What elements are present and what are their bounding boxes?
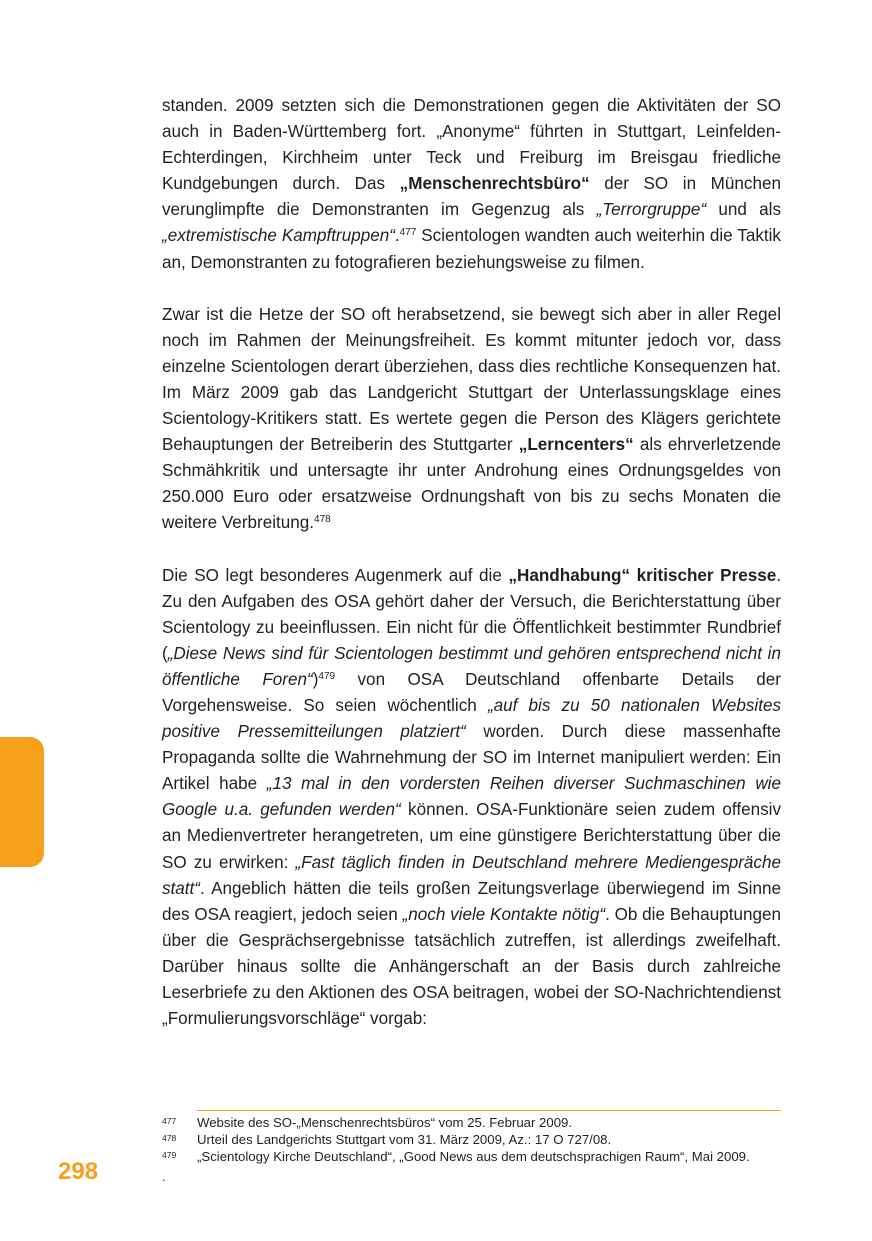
paragraph [162,302,781,537]
footnote-text: Urteil des Landgerichts Stuttgart vom 31. März 2009, Az.: 17 O 727/08. [197,1132,612,1147]
text-run: von OSA Deutschland offenbarte Details der Vorgehensweise. So seien wöchentlich [162,669,781,715]
footnote-separator [197,1110,781,1111]
text-run: ) [312,669,319,689]
footnote-number: 478 [162,1133,177,1143]
text-run: Zwar ist die Hetze der SO oft herabsetzend, sie bewegt sich aber in aller Regel noch im Rahmen der Meinungsfreiheit. Es kommt mitunter jedoch vor, dass einzelne Scientologen derart überziehen, dass dies rechtliche Konsequenzen hat. Im März 2009 gab das Landgericht Stuttgart der Unterlassungsklage eines Scientology-Kritikers statt. Es wertete gegen die Person des Klägers gerichtete Behauptungen der Betreiberin des Stuttgarter [162,304,781,455]
bold-text: „Handhabung“ kritischer Presse [508,565,777,585]
trailing-mark: . [162,1169,166,1184]
footnote-reference: 479 [318,670,336,682]
quoted-italic-text: „Fast täglich finden in Deutschland mehrere Mediengespräche statt“ [162,852,781,898]
main-text [162,93,781,1058]
footnote [162,1131,781,1148]
paragraph [162,563,781,1033]
footnote [162,1114,781,1131]
footnote-text: Website des SO-„Menschenrechtsbüros“ vom 25. Februar 2009. [197,1115,573,1130]
text-run: Die SO legt besonderes Augenmerk auf die [162,565,509,585]
text-run: . Zu den Aufgaben des OSA gehört daher der Versuch, die Berichterstattung über Scientology zu beeinflussen. Ein nicht für die Öffentlichkeit bestimmter Rundbrief ( [162,565,781,663]
quoted-italic-text: „Diese News sind für Scientologen bestimmt und gehören entsprechend nicht in öffentliche Foren“ [162,643,781,689]
quoted-italic-text: „extremistische Kampftruppen“ [162,226,395,246]
footnotes [162,1114,781,1185]
quoted-italic-text: „noch viele Kontakte nötig“ [402,904,606,924]
text-run: . Angeblich hätten die teils großen Zeitungsverlage überwiegend im Sinne des OSA reagiert, jedoch seien [162,878,781,924]
bold-text: „Menschenrechtsbüro“ [399,174,590,194]
text-run: als ehrverletzende Schmähkritik und untersagte ihr unter Androhung eines Ordnungsgeldes von 250.000 Euro oder ersatzweise Ordnungshaft von bis zu sechs Monaten die weitere Verbreitung. [162,435,781,533]
text-run: der SO in München verunglimpfte die Demonstranten im Gegenzug als [162,174,781,220]
footnote [162,1148,781,1165]
text-run: Scientologen wandten auch weiterhin die Taktik an, Demonstranten zu fotografieren beziehungsweise zu filmen. [162,226,781,272]
page-number: 298 [58,1158,99,1185]
bold-text: „Lerncenters“ [518,435,634,455]
text-run: und als [706,200,782,220]
footnote-reference: 478 [314,514,331,526]
footnote-reference: 477 [399,227,417,239]
chapter-tab-marker [0,737,44,867]
text-run: standen. 2009 setzten sich die Demonstrationen gegen die Aktivitäten der SO auch in Baden-Württemberg fort. „Anonyme“ führten in Stuttgart, Leinfelden-Echterdingen, Kirchheim unter Teck und Freiburg im Breisgau friedliche Kundgebungen durch. Das [162,96,781,194]
text-run: . [394,226,400,246]
text-run: können. OSA-Funktionäre seien zudem offensiv an Medienvertreter herangetreten, um eine günstigere Berichterstattung über die SO zu erwirken: [162,800,781,872]
quoted-italic-text: „auf bis zu 50 nationalen Websites positive Pressemitteilungen platziert“ [162,695,782,742]
footnote-number: 479 [162,1150,177,1160]
quoted-italic-text: „13 mal in den vordersten Reihen diverser Suchmaschinen wie Google u.a. gefunden werden“ [162,774,781,820]
text-run: . Ob die Behauptungen über die Gesprächsergebnisse tatsächlich zutreffen, ist allerdings zweifelhaft. Darüber hinaus sollte die Anhängerschaft an der Basis durch zahlreiche Leserbriefe zu den Aktionen des OSA beitragen, wobei der SO-Nachrichtendienst „Formulierungsvorschläge“ vorgab: [162,904,781,1029]
footnote-text: „Scientology Kirche Deutschland“, „Good News aus dem deutschsprachigen Raum“, Mai 2009. [197,1149,750,1164]
paragraph [162,93,781,276]
text-run: worden. Durch diese massenhafte Propaganda sollte die Wahrnehmung der SO im Internet manipuliert werden: Ein Artikel habe [162,722,781,794]
quoted-italic-text: „Terrorgruppe“ [596,200,707,220]
footnote-number: 477 [162,1116,177,1126]
